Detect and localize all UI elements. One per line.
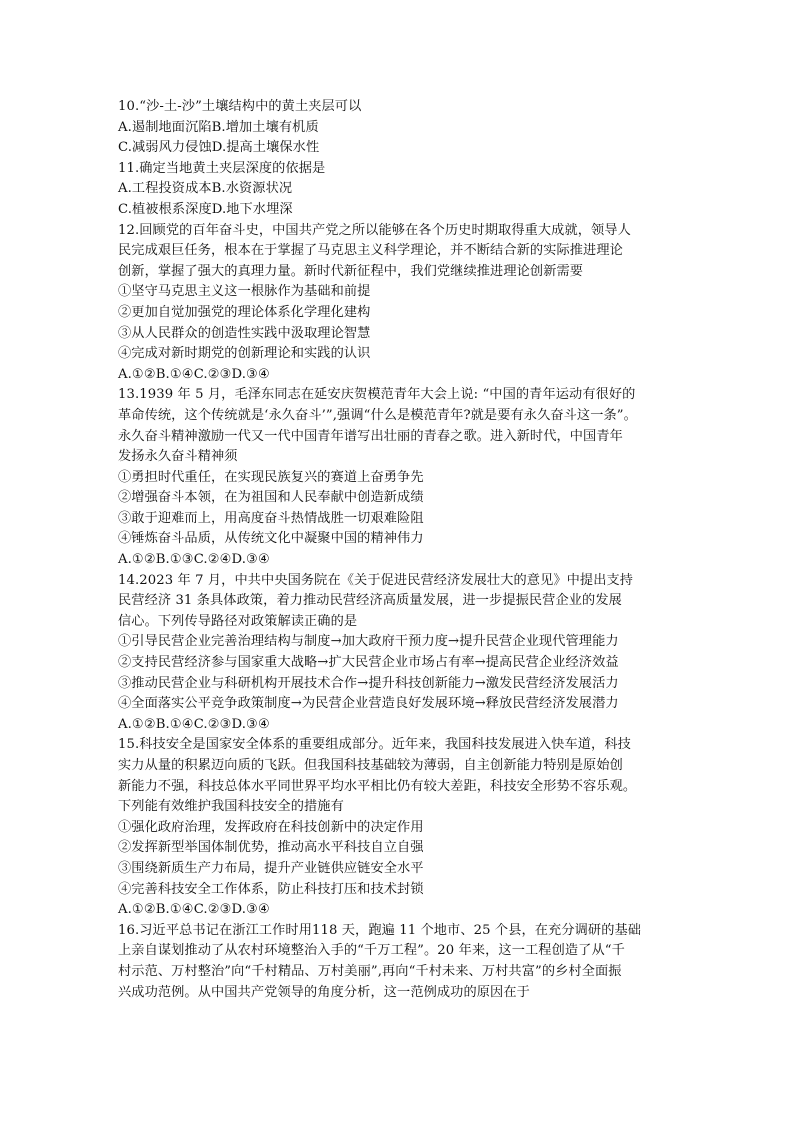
text-line: 民完成艰巨任务，根本在于掌握了马克思主义科学理论，并不断结合新的实际推进理论 — [118, 243, 623, 259]
text-line: 11.确定当地黄土夹层深度的依据是 — [118, 160, 326, 176]
text-line: ②发挥新型举国体制优势，推动高水平科技自立自强 — [118, 840, 424, 856]
text-line: 新能力不强，科技总体水平同世界平均水平相比仍有较大差距，科技安全形势不容乐观。 — [118, 778, 637, 794]
text-line: 兴成功范例。从中国共产党领导的角度分析，这一范例成功的原因在于 — [118, 984, 530, 1000]
text-line: ②增强奋斗本领，在为祖国和人民奉献中创造新成绩 — [118, 490, 424, 506]
text-line: C.植被根系深度D.地下水埋深 — [118, 201, 293, 217]
text-line: A.工程投资成本B.水资源状况 — [118, 181, 293, 197]
text-line: A.①②B.①④C.②③D.③④ — [118, 902, 270, 918]
exam-questions-text — [118, 97, 678, 1003]
text-line: 信心。下列传导路径对政策解读正确的是 — [118, 613, 358, 629]
text-line: 创新，掌握了强大的真理力量。新时代新征程中，我们党继续推进理论创新需要 — [118, 263, 584, 279]
text-line: 下列能有效维护我国科技安全的措施有 — [118, 799, 344, 815]
text-line: A.①②B.①③C.②④D.③④ — [118, 552, 270, 568]
text-line: A.①②B.①④C.②③D.③④ — [118, 716, 270, 732]
text-line: ①坚守马克思主义这一根脉作为基础和前提 — [118, 284, 371, 300]
text-line: ①引导民营企业完善治理结构与制度→加大政府干预力度→提升民营企业现代管理能力 — [118, 634, 619, 650]
text-line: 13.1939 年 5 月，毛泽东同志在延安庆贺模范青年大会上说: “中国的青年运动有很好的 — [118, 387, 636, 403]
text-line: ③敢于迎难而上，用高度奋斗热情战胜一切艰难险阻 — [118, 510, 424, 526]
text-line: 民营经济 31 条具体政策，着力推动民营经济高质量发展，进一步提振民营企业的发展 — [118, 593, 622, 609]
text-line: 15.科技安全是国家安全体系的重要组成部分。近年来，我国科技发展进入快车道，科技 — [118, 737, 631, 753]
text-line: 革命传统，这个传统就是‘永久奋斗’”,强调“什么是模范青年?就是要有永久奋斗这一条”。 — [118, 407, 637, 423]
text-line: 16.习近平总书记在浙江工作时用118 天，跑遍 11 个地市、25 个县，在充分调研的基础 — [118, 922, 642, 938]
text-line: ③推动民营企业与科研机构开展技术合作→提升科技创新能力→激发民营经济发展活力 — [118, 675, 619, 691]
text-line: 村示范、万村整治”向“千村精品、万村美丽”,再向“千村未来、万村共富”的乡村全面振 — [118, 963, 622, 979]
text-line: A.①②B.①④C.②③D.③④ — [118, 366, 270, 382]
text-line: ③围绕新质生产力布局，提升产业链供应链安全水平 — [118, 860, 424, 876]
text-line: ④完善科技安全工作体系，防止科技打压和技术封锁 — [118, 881, 424, 897]
text-line: ②支持民营经济参与国家重大战略→扩大民营企业市场占有率→提高民营企业经济效益 — [118, 655, 619, 671]
text-line: ③从人民群众的创造性实践中汲取理论智慧 — [118, 325, 371, 341]
text-line: ④锤炼奋斗品质，从传统文化中凝聚中国的精神伟力 — [118, 531, 424, 547]
text-line: ①勇担时代重任，在实现民族复兴的赛道上奋勇争先 — [118, 469, 424, 485]
text-line: ④完成对新时期党的创新理论和实践的认识 — [118, 346, 371, 362]
text-line: 永久奋斗精神激励一代又一代中国青年谱写出壮丽的青春之歌。进入新时代，中国青年 — [118, 428, 623, 444]
text-line: 10.“沙-土-沙”土壤结构中的黄土夹层可以 — [118, 99, 362, 114]
text-line: 上亲自谋划推动了从农村环境整治入手的“千万工程”。20 年来，这一工程创造了从“千 — [118, 943, 625, 959]
text-line: 发扬永久奋斗精神须 — [118, 449, 238, 465]
text-line: C.减弱风力侵蚀D.提高土壤保水性 — [118, 140, 320, 156]
text-line: 14.2023 年 7 月，中共中央国务院在《关于促进民营经济发展壮大的意见》中提出支持 — [118, 572, 634, 588]
text-line: 12.回顾党的百年奋斗史，中国共产党之所以能够在各个历史时期取得重大成就，领导人 — [118, 222, 631, 238]
text-line: ④全面落实公平竞争政策制度→为民营企业营造良好发展环境→释放民营经济发展潜力 — [118, 696, 619, 712]
text-line: A.遏制地面沉陷B.增加土壤有机质 — [118, 119, 319, 135]
text-line: ②更加自觉加强党的理论体系化学理化建构 — [118, 304, 371, 320]
text-line: 实力从量的积累迈向质的飞跃。但我国科技基础较为薄弱，自主创新能力特别是原始创 — [118, 758, 623, 773]
text-line: ①强化政府治理，发挥政府在科技创新中的决定作用 — [118, 819, 424, 835]
